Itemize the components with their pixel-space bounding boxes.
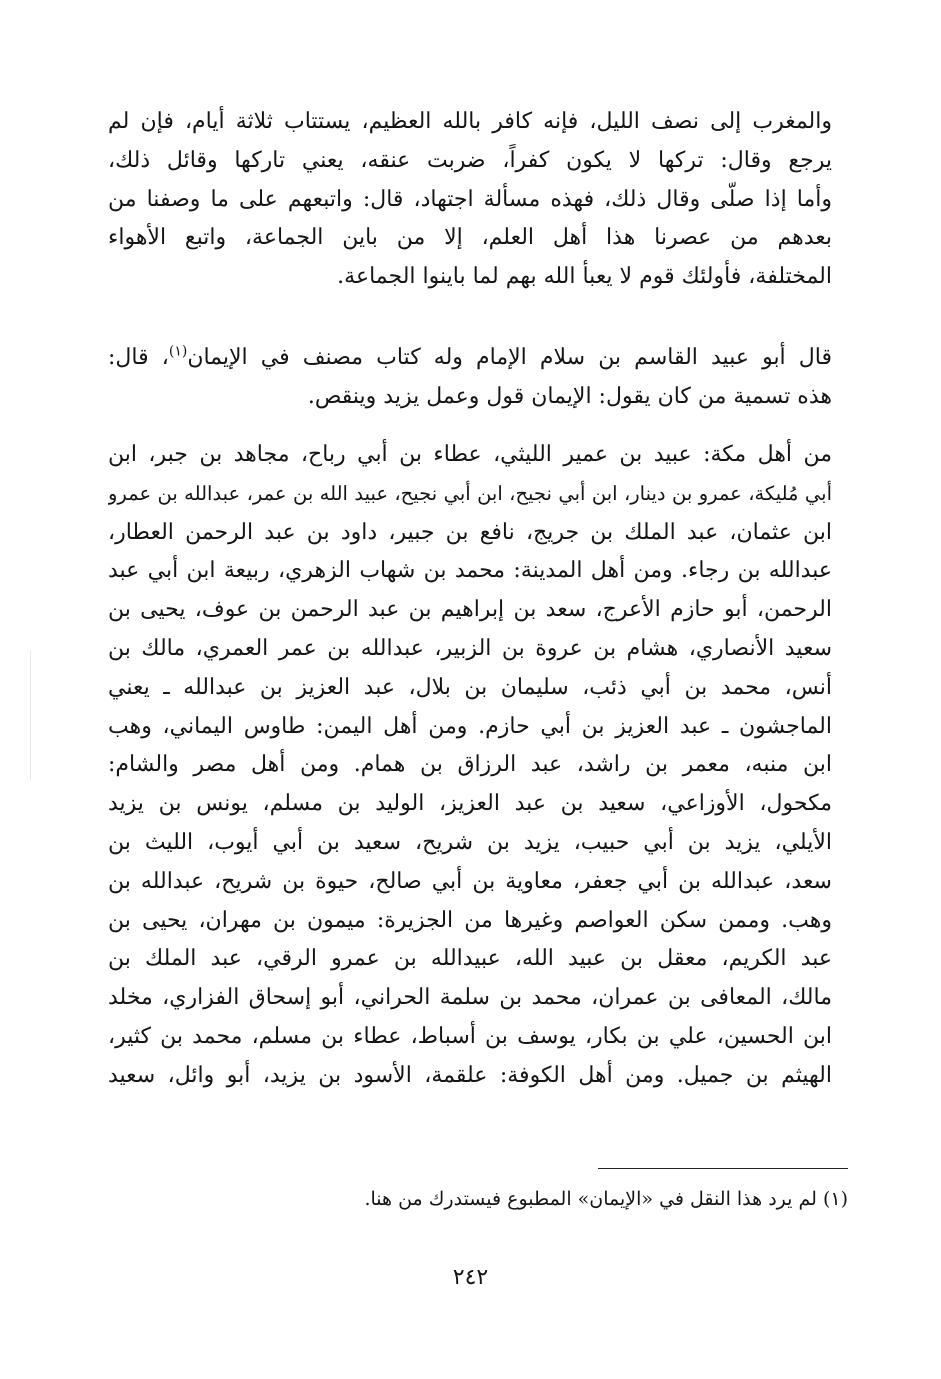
text-line — [108, 339, 832, 378]
text-line: المختلفة، فأولئك قوم لا يعبأ الله بهم لما باينوا الجماعة. — [337, 264, 832, 290]
text-line: ابن الحسين، علي بن بكار، يوسف بن أسباط، عطاء بن مسلم، محمد بن كثير، — [108, 1023, 832, 1049]
paragraph-2 — [108, 339, 832, 417]
text-line: الرحمن، أبو حازم الأعرج، سعد بن إبراهيم بن عبد الرحمن بن عوف، يحيى بن — [108, 597, 832, 623]
text-line: هذه تسمية من كان يقول: الإيمان قول وعمل يزيد وينقص. — [307, 383, 832, 409]
text-line: والمغرب إلى نصف الليل، فإنه كافر بالله العظيم، يستتاب ثلاثة أيام، فإن لم — [108, 109, 832, 134]
text-segment: ، قال: — [108, 345, 169, 370]
text-line: عبد الكريم، معقل بن عبيد الله، عبيدالله بن عمرو الرقي، عبد الملك بن — [108, 946, 832, 972]
text-line: سعيد الأنصاري، هشام بن عروة بن الزبير، عبدالله بن عمر العمري، مالك بن — [108, 635, 832, 661]
text-line: أنس، محمد بن أبي ذئب، سليمان بن بلال، عبد العزيز بن عبدالله ـ يعني — [108, 674, 832, 700]
page-number: ٢٤٢ — [452, 1265, 489, 1290]
text-line: سعد، عبدالله بن أبي جعفر، معاوية بن أبي صالح، حيوة بن شريح، عبدالله بن — [108, 868, 832, 894]
paragraph-3 — [108, 436, 832, 1096]
text-line: من أهل مكة: عبيد بن عمير الليثي، عطاء بن أبي رباح، مجاهد بن جبر، ابن — [108, 442, 832, 467]
text-line: يرجع وقال: تركها لا يكون كفراً، ضربت عنقه، يعني تاركها وقائل ذلك، — [108, 147, 832, 173]
footnote-marker[interactable]: (١) — [168, 343, 188, 360]
footnote-separator — [598, 1168, 848, 1169]
text-line: وأما إذا صلّى وقال ذلك، فهذه مسألة اجتهاد، قال: واتبعهم على ما وصفنا من — [108, 186, 832, 212]
text-line: ابن منبه، معمر بن راشد، عبد الرزاق بن همام. ومن أهل مصر والشام: — [108, 752, 832, 778]
text-line: أبي مُليكة، عمرو بن دينار، ابن أبي نجيح، ابن أبي نجيح، عبيد الله بن عمر، عبدالله بن عمرو — [108, 481, 832, 505]
text-line: ابن عثمان، عبد الملك بن جريج، نافع بن جبير، داود بن عبد الرحمن العطار، — [108, 519, 832, 545]
text-line: الهيثم بن جميل. ومن أهل الكوفة: علقمة، الأسود بن يزيد، أبو وائل، سعيد — [108, 1062, 832, 1088]
text-line: مالك، المعافى بن عمران، محمد بن سلمة الحراني، أبو إسحاق الفزاري، مخلد — [108, 985, 832, 1011]
text-line: وهب. وممن سكن العواصم وغيرها من الجزيرة: ميمون بن مهران، يحيى بن — [108, 907, 832, 933]
text-line: الماجشون ـ عبد العزيز بن أبي حازم. ومن أهل اليمن: طاوس اليماني، وهب — [108, 713, 832, 739]
text-segment: قال أبو عبيد القاسم بن سلام الإمام وله كتاب مصنف في الإيمان — [187, 345, 832, 370]
text-line: بعدهم من عصرنا هذا أهل العلم، إلا من باين الجماعة، واتبع الأهواء — [108, 225, 832, 251]
text-line: الأيلي، يزيد بن أبي حبيب، يزيد بن شريح، سعيد بن أبي أيوب، الليث بن — [108, 829, 832, 855]
text-line: عبدالله بن رجاء. ومن أهل المدينة: محمد بن شهاب الزهري، ربيعة ابن أبي عبد — [108, 558, 832, 584]
footnote: (١) لم يرد هذا النقل في «الإيمان» المطبوع فيستدرك من هنا. — [364, 1188, 848, 1210]
text-line: مكحول، الأوزاعي، سعيد بن عبد العزيز، الوليد بن مسلم، يونس بن يزيد — [108, 791, 832, 817]
scan-gutter-shadow — [30, 650, 31, 780]
paragraph-1 — [108, 103, 832, 297]
